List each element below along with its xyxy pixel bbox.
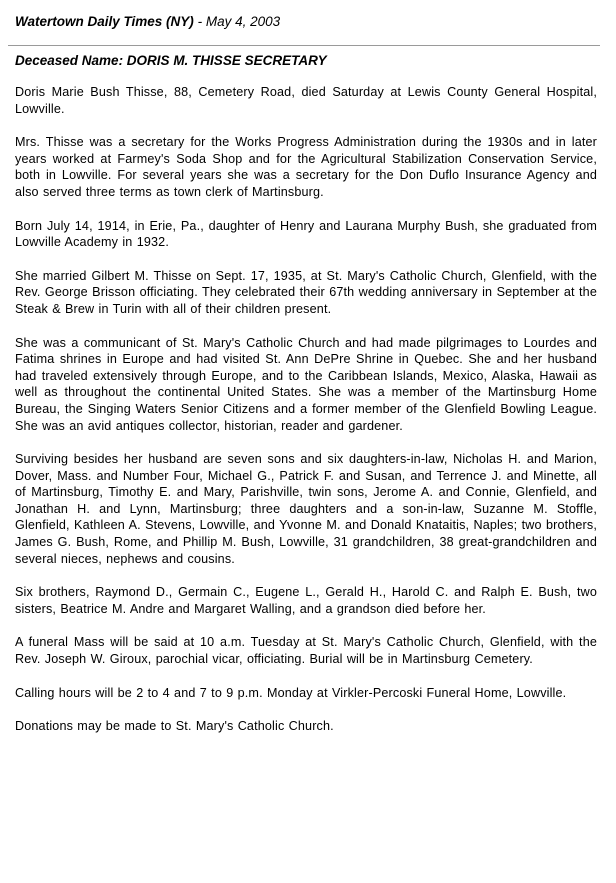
masthead [15,14,280,30]
paragraph-death-notice: Doris Marie Bush Thisse, 88, Cemetery Road, died Saturday at Lewis County General Hospital, Lowville. [15,85,597,116]
obituary-body [15,84,597,752]
paragraph-donations: Donations may be made to St. Mary's Catholic Church. [15,719,334,734]
paragraph-funeral-mass: A funeral Mass will be said at 10 a.m. Tuesday at St. Mary's Catholic Church, Glenfield, with the Rev. Joseph W. Giroux, parochial vicar, officiating. Burial will be in Martinsburg Cemetery. [15,635,597,667]
masthead-separator: - [197,14,203,29]
deceased-name-heading: Deceased Name: DORIS M. THISSE SECRETARY [15,53,327,68]
paragraph-marriage: She married Gilbert M. Thisse on Sept. 17, 1935, at St. Mary's Catholic Church, Glenfield, with the Rev. George Brisson officiating. They celebrated their 67th wedding anniversary in September at the Steak & Brew in Turin with all of their children present. [15,268,597,316]
paragraph-activities: She was a communicant of St. Mary's Catholic Church and had made pilgrimages to Lourdes and Fatima shrines in Europe and had visited St. Ann DePre Shrine in Quebec. She and her husband had traveled extensively through Europe, and to the Caribbean Islands, Mexico, Alaska, Hawaii as well as throughout the continental United States. She was a member of the Martinsburg Home Bureau, the Singing Waters Senior Citizens and a former member of the Glenfield Bowling League. She was an avid antiques collector, historian, reader and gardener. [15,335,597,433]
paragraph-birth: Born July 14, 1914, in Erie, Pa., daughter of Henry and Laurana Murphy Bush, she graduated from Lowville Academy in 1932. [15,218,597,250]
paragraph-survivors: Surviving besides her husband are seven sons and six daughters-in-law, Nicholas H. and Marion, Dover, Mass. and Number Four, Michael G., Patrick F. and Susan, and Terrence J. and Minette, all of Martinsburg, Timothy E. and Mary, Parishville, twin sons, Jerome A. and Connie, Glenfield, and Jonathan H. and Lynn, Martinsburg; three daughters and a son-in-law, Suzanne M. Stoffle, Glenfield, Kathleen A. Stevens, Lowville, and Yvonne M. and Donald Knataitis, Naples; two brothers, James G. Bush, Rome, and Phillip M. Bush, Lowville, 31 grandchildren, 38 great-grandchildren and several nieces, nephews and cousins. [15,452,597,566]
paragraph-calling-hours: Calling hours will be 2 to 4 and 7 to 9 p.m. Monday at Virkler-Percoski Funeral Home, Lowville. [15,685,567,700]
newspaper-name: Watertown Daily Times (NY) [15,14,194,29]
paragraph-predeceased: Six brothers, Raymond D., Germain C., Eugene L., Gerald H., Harold C. and Ralph E. Bush, two sisters, Beatrice M. Andre and Margaret Walling, and a grandson died before her. [15,585,597,616]
paragraph-career: Mrs. Thisse was a secretary for the Works Progress Administration during the 1930s and in later years worked at Farmey's Soda Shop and for the Agricultural Stabilization Conservation Service, both in Lowville. For several years she was a secretary for the Don Duflo Insurance Agency and also served three terms as town clerk of Martinsburg. [15,135,597,199]
header-divider [8,45,600,46]
publication-date: May 4, 2003 [205,14,281,29]
